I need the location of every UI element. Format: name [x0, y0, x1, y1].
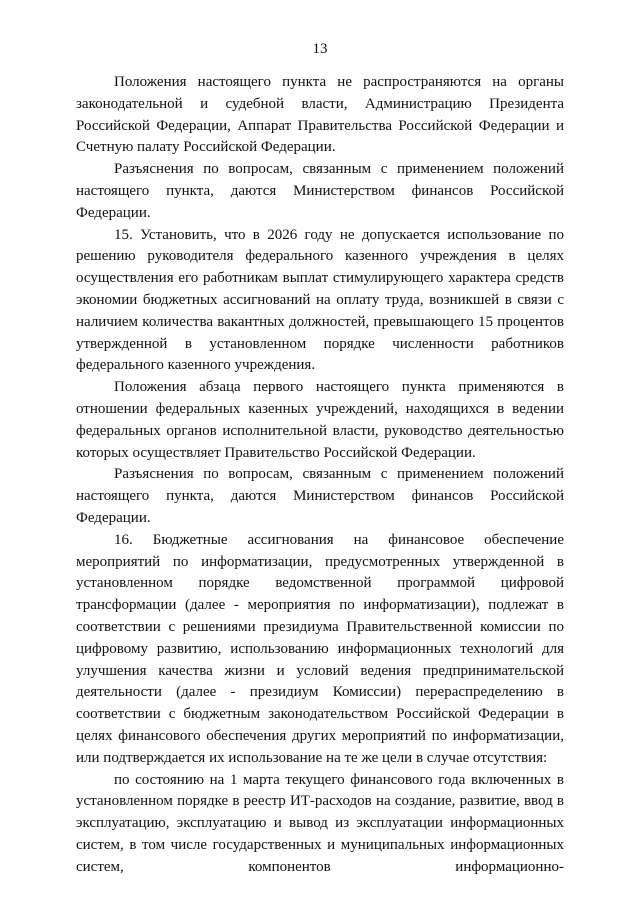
paragraph-scope-exclusion: Положения настоящего пункта не распространяются на органы законодательной и судебной власти, Администрацию Президента Российской Федерации, Аппарат Правительства Российской Федерации и Счетную палату Российской Федерации. [76, 74, 564, 156]
paragraph-item-16-condition: по состоянию на 1 марта текущего финансового года включенных в установленном порядке в реестр ИТ-расходов на создание, развитие, ввод в эксплуатацию, эксплуатацию и вывод из эксплуатации информационных систем, в том числе государственных и муниципальных информационных систем, компонентов информационно- [76, 771, 564, 875]
paragraph-clarifications-1: Разъяснения по вопросам, связанным с применением положений настоящего пункта, даются Министерством финансов Российской Федерации. [76, 161, 564, 221]
paragraph-clarifications-2: Разъяснения по вопросам, связанным с применением положений настоящего пункта, даются Министерством финансов Российской Федерации. [76, 466, 564, 526]
paragraph-item-15-provisions: Положения абзаца первого настоящего пункта применяются в отношении федеральных казенных учреждений, находящихся в ведении федеральных органов исполнительной власти, руководство деятельностью которых осуществляет Правительство Российской Федерации. [76, 379, 564, 461]
paragraph-item-15: 15. Установить, что в 2026 году не допускается использование по решению руководителя федерального казенного учреждения в целях осуществления его работникам выплат стимулирующего характера средств экономии бюджетных ассигнований на оплату труда, возникшей в связи с наличием количества вакантных должностей, превышающего 15 процентов утвержденной в установленном порядке численности работников федерального казенного учреждения. [76, 226, 564, 374]
document-body [76, 72, 564, 878]
paragraph-item-16: 16. Бюджетные ассигнования на финансовое обеспечение мероприятий по информатизации, предусмотренных утвержденной в установленном порядке ведомственной программой цифровой трансформации (далее - мероприятия по информатизации), подлежат в соответствии с решениями президиума Правительственной комиссии по цифровому развитию, использованию информационных технологий для улучшения качества жизни и условий ведения предпринимательской деятельности (далее - президиум Комиссии) перераспределению в соответствии с бюджетным законодательством Российской Федерации в целях финансового обеспечения других мероприятий по информатизации, или подтверждается их использование на те же цели в случае отсутствия: [76, 531, 564, 766]
page-number: 13 [312, 41, 328, 57]
